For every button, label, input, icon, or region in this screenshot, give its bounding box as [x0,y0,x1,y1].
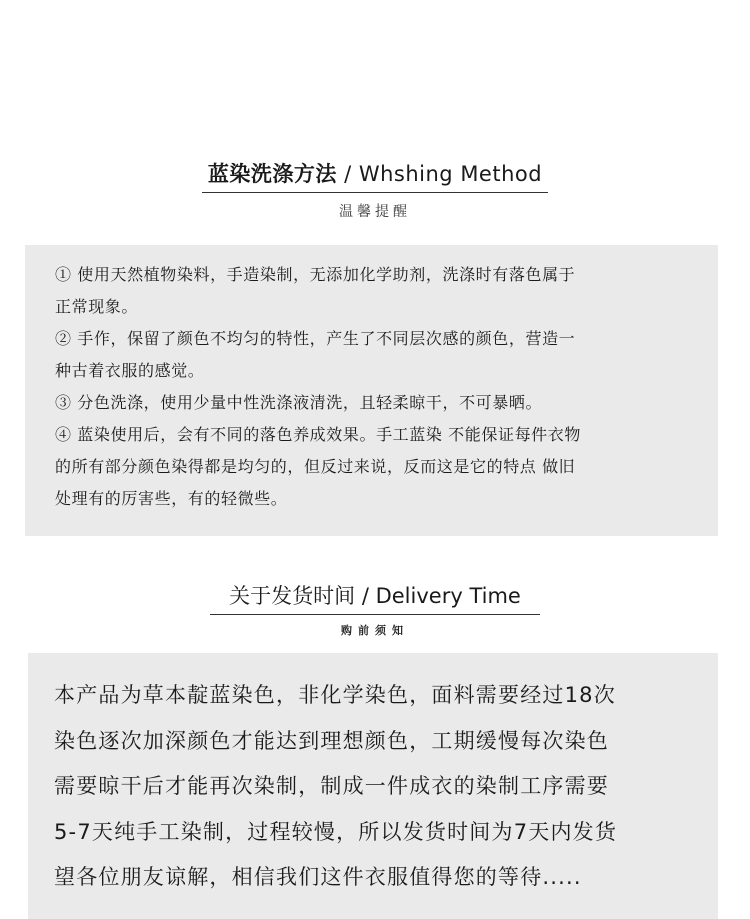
delivery-title-underline [210,580,540,615]
delivery-title-cn: 关于发货时间 [229,584,356,608]
washing-title-underline [202,158,548,193]
delivery-notes-box [28,653,718,919]
delivery-title [229,584,521,608]
washing-subtitle: 温馨提醒 [339,204,411,220]
washing-title-cn: 蓝染洗涤方法 [207,162,337,186]
delivery-title-sep: / [355,584,376,608]
delivery-line-2: 染色逐次加深颜色才能达到理想颜色，工期缓慢每次染色 [54,728,609,753]
delivery-line-5: 望各位朋友谅解，相信我们这件衣服值得您的等待..... [54,865,582,889]
washing-line-5: ③ 分色洗涤，使用少量中性洗涤液清洗，且轻柔晾干，不可暴晒。 [55,393,543,412]
washing-line-3: ② 手作，保留了颜色不均匀的特性，产生了不同层次感的颜色，营造一 [55,329,576,348]
delivery-title-en: Delivery Time [375,584,521,608]
delivery-line-1: 本产品为草本靛蓝染色，非化学染色，面料需要经过18次 [54,683,616,707]
washing-line-1: ① 使用天然植物染料，手造染制，无添加化学助剂，洗涤时有落色属于 [55,265,576,284]
washing-line-2: 正常现象。 [55,297,139,316]
delivery-subtitle: 购前须知 [341,624,409,637]
washing-line-8: 处理有的厉害些，有的轻微些。 [55,489,288,508]
delivery-line-4: 5-7天纯手工染制，过程较慢，所以发货时间为7天内发货 [54,819,618,844]
washing-line-6: ④ 蓝染使用后，会有不同的落色养成效果。手工蓝染 不能保证每件衣物 [55,425,581,444]
washing-notes-box [25,245,718,536]
washing-title [208,162,542,186]
washing-line-7: 的所有部分颜色染得都是均匀的，但反过来说，反而这是它的特点 做旧 [55,457,576,476]
washing-title-en: Whshing Method [358,162,543,186]
delivery-line-3: 需要晾干后才能再次染制，制成一件成衣的染制工序需要 [54,774,609,798]
washing-line-4: 种古着衣服的感觉。 [55,361,205,380]
washing-section-header [0,158,750,221]
washing-title-sep: / [336,162,359,186]
delivery-section-header [0,580,750,638]
